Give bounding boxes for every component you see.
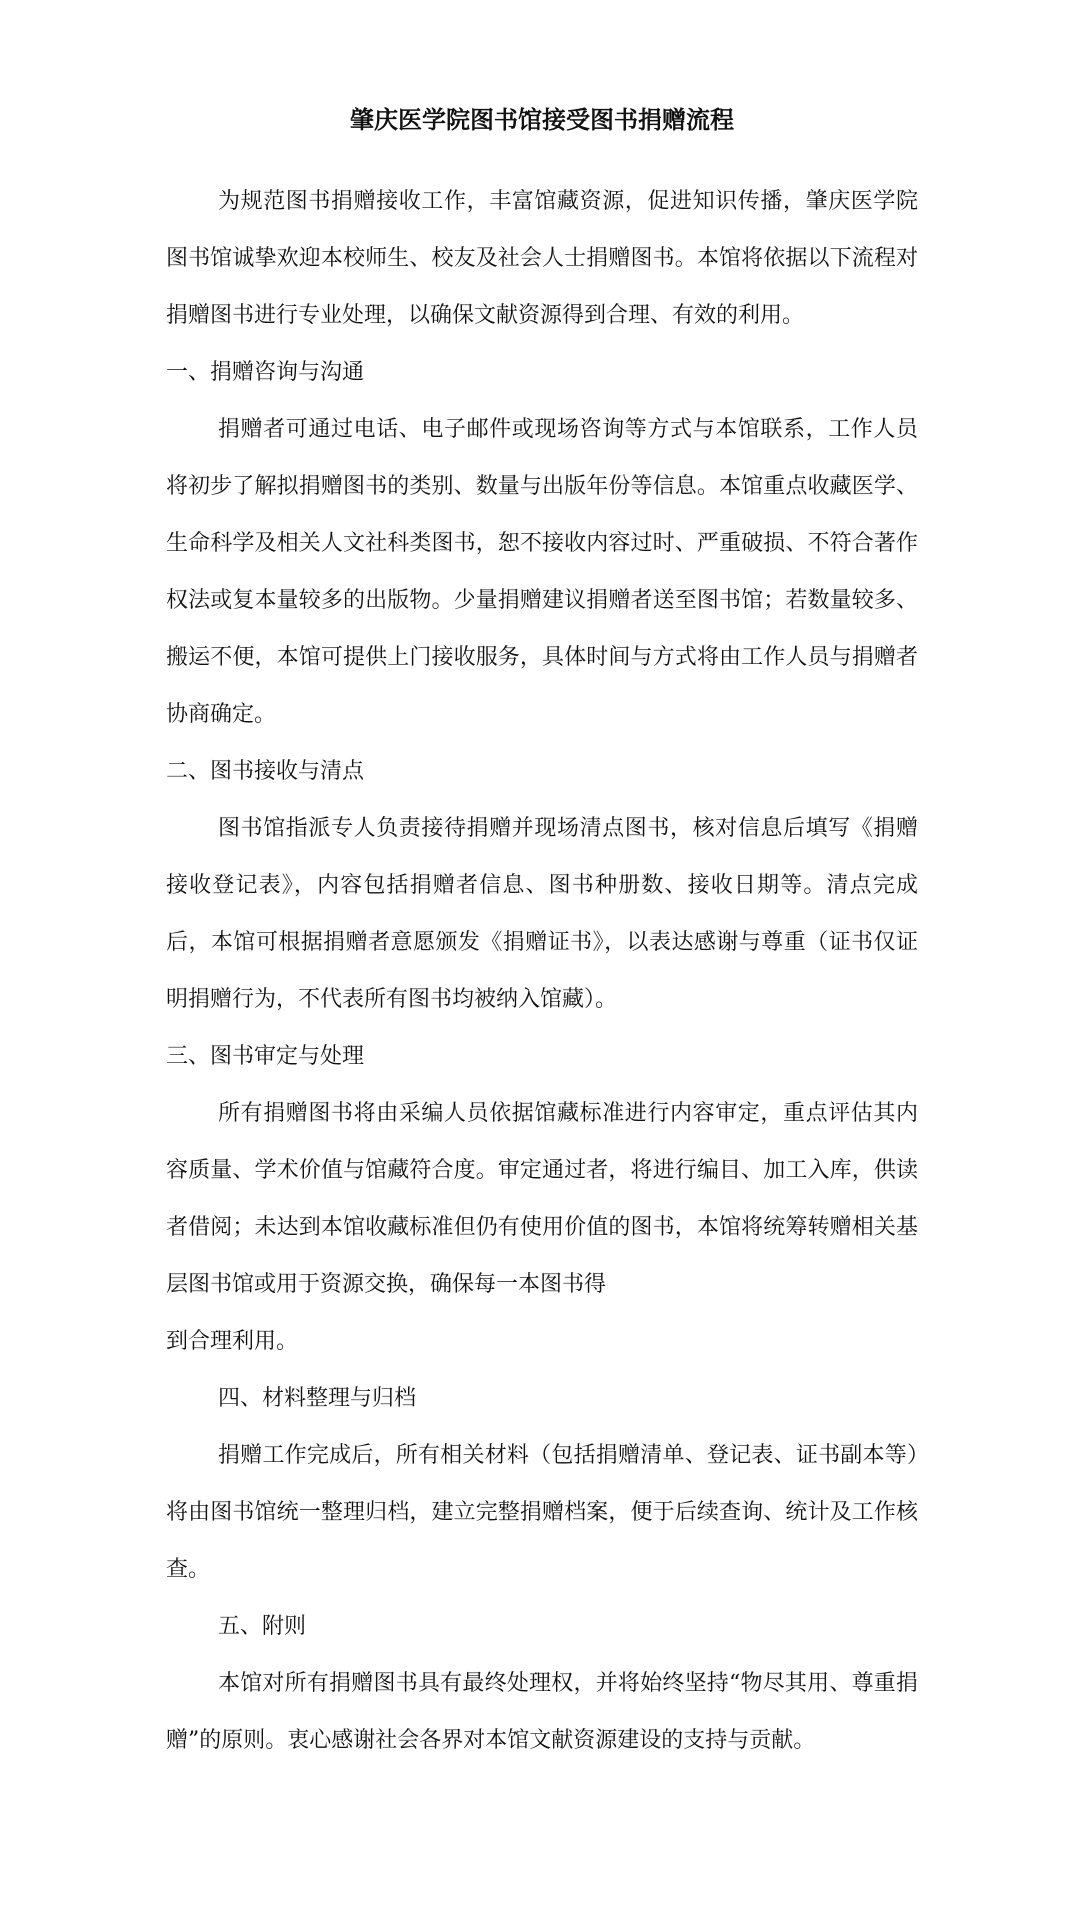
section-3-body: 所有捐赠图书将由采编人员依据馆藏标准进行内容审定，重点评估其内容质量、学术价值与馆藏符合度。审定通过者，将进行编目、加工入库，供读者借阅；未达到本馆收藏标准但仍有使用价值的图书，本馆将统筹转赠相关基层图书馆或用于资源交换，确保每一本图书得 [166,1101,918,1297]
intro-paragraph: 为规范图书捐赠接收工作，丰富馆藏资源，促进知识传播，肇庆医学院图书馆诚挚欢迎本校师生、校友及社会人士捐赠图书。本馆将依据以下流程对捐赠图书进行专业处理，以确保文献资源得到合理、有效的利用。 [166,189,918,328]
document-title: 肇庆医学院图书馆接受图书捐赠流程 [350,105,734,134]
section-2-heading: 二、图书接收与清点 [166,759,365,784]
section-4-heading: 四、材料整理与归档 [218,1386,417,1411]
section-1-heading: 一、捐赠咨询与沟通 [166,360,365,385]
section-5-heading: 五、附则 [218,1614,307,1639]
section-3-body-tail: 到合理利用。 [166,1329,299,1354]
section-4-body: 捐赠工作完成后，所有相关材料（包括捐赠清单、登记表、证书副本等）将由图书馆统一整理归档，建立完整捐赠档案，便于后续查询、统计及工作核查。 [166,1443,918,1582]
document-page [166,100,918,1769]
section-1-body: 捐赠者可通过电话、电子邮件或现场咨询等方式与本馆联系，工作人员将初步了解拟捐赠图书的类别、数量与出版年份等信息。本馆重点收藏医学、生命科学及相关人文社科类图书，恕不接收内容过时、严重破损、不符合著作权法或复本量较多的出版物。少量捐赠建议捐赠者送至图书馆；若数量较多、搬运不便，本馆可提供上门接收服务，具体时间与方式将由工作人员与捐赠者协商确定。 [166,417,918,727]
section-2-body: 图书馆指派专人负责接待捐赠并现场清点图书，核对信息后填写《捐赠接收登记表》，内容包括捐赠者信息、图书种册数、接收日期等。清点完成后，本馆可根据捐赠者意愿颁发《捐赠证书》，以表达感谢与尊重（证书仅证明捐赠行为，不代表所有图书均被纳入馆藏）。 [166,816,918,1012]
section-5-body: 本馆对所有捐赠图书具有最终处理权，并将始终坚持“物尽其用、尊重捐赠”的原则。衷心感谢社会各界对本馆文献资源建设的支持与贡献。 [166,1671,918,1753]
section-3-heading: 三、图书审定与处理 [166,1044,365,1069]
